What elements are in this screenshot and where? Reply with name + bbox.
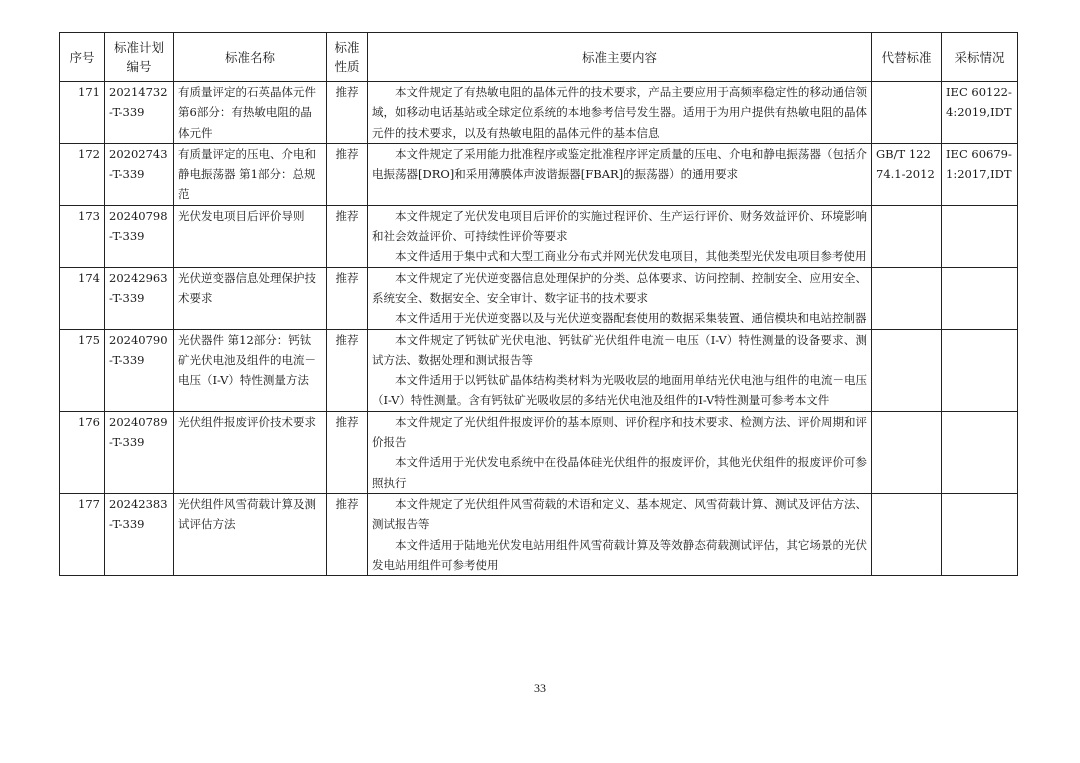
row-replace [872, 267, 942, 329]
row-index: 171 [60, 82, 105, 144]
row-plan-no: 20214732-T-339 [105, 82, 174, 144]
content-paragraph: 本文件适用于光伏发电系统中在役晶体硅光伏组件的报废评价，其他光伏组件的报废评价可参照执行 [372, 455, 867, 490]
row-content [368, 411, 872, 493]
row-plan-no: 20202743-T-339 [105, 143, 174, 205]
header-nature: 标准性质 [327, 33, 368, 82]
content-paragraph: 本文件适用于陆地光伏发电站用组件风雪荷载计算及等效静态荷载测试评估，其它场景的光伏发电站用组件可参考使用 [372, 537, 867, 572]
row-index: 175 [60, 329, 105, 411]
row-adopt [942, 267, 1018, 329]
row-content [368, 493, 872, 575]
row-plan-no: 20242383-T-339 [105, 493, 174, 575]
header-plan-no: 标准计划编号 [105, 33, 174, 82]
row-plan-no: 20240790-T-339 [105, 329, 174, 411]
row-standard-name: 有质量评定的压电、介电和静电振荡器 第1部分：总规范 [174, 143, 327, 205]
row-replace: GB/T 12274.1-2012 [872, 143, 942, 205]
row-adopt [942, 411, 1018, 493]
row-adopt [942, 493, 1018, 575]
row-replace [872, 493, 942, 575]
row-adopt [942, 205, 1018, 267]
header-adopt: 采标情况 [942, 33, 1018, 82]
table-row [60, 82, 1018, 144]
row-index: 177 [60, 493, 105, 575]
row-nature: 推荐 [327, 411, 368, 493]
row-index: 172 [60, 143, 105, 205]
row-replace [872, 411, 942, 493]
content-paragraph: 本文件适用于以钙钛矿晶体结构类材料为光吸收层的地面用单结光伏电池与组件的电流－电压（I-V）特性测量。含有钙钛矿光吸收层的多结光伏电池及组件的I-V特性测量可参考本文件 [372, 373, 867, 408]
content-paragraph: 本文件规定了采用能力批准程序或鉴定批准程序评定质量的压电、介电和静电振荡器（包括介电振荡器[DRO]和采用薄膜体声波谐振器[FBAR]的振荡器）的通用要求 [372, 146, 867, 182]
row-standard-name: 光伏组件报废评价技术要求 [174, 411, 327, 493]
row-content [368, 82, 872, 144]
row-nature: 推荐 [327, 267, 368, 329]
row-adopt: IEC 60122-4:2019,IDT [942, 82, 1018, 144]
row-standard-name: 有质量评定的石英晶体元件 第6部分：有热敏电阻的晶体元件 [174, 82, 327, 144]
row-standard-name: 光伏组件风雪荷载计算及测试评估方法 [174, 493, 327, 575]
page-number: 33 [534, 681, 546, 695]
table-row [60, 411, 1018, 493]
table-header-row [60, 33, 1018, 82]
row-index: 176 [60, 411, 105, 493]
row-nature: 推荐 [327, 143, 368, 205]
row-adopt [942, 329, 1018, 411]
row-content [368, 329, 872, 411]
row-standard-name: 光伏发电项目后评价导则 [174, 205, 327, 267]
row-nature: 推荐 [327, 329, 368, 411]
content-paragraph: 本文件规定了光伏逆变器信息处理保护的分类、总体要求、访问控制、控制安全、应用安全、系统安全、数据安全、安全审计、数字证书的技术要求 [372, 270, 867, 305]
row-standard-name: 光伏器件 第12部分：钙钛矿光伏电池及组件的电流－电压（I-V）特性测量方法 [174, 329, 327, 411]
content-paragraph: 本文件规定了光伏发电项目后评价的实施过程评价、生产运行评价、财务效益评价、环境影响和社会效益评价、可持续性评价等要求 [372, 208, 867, 244]
header-replace: 代替标准 [872, 33, 942, 82]
row-adopt: IEC 60679-1:2017,IDT [942, 143, 1018, 205]
content-paragraph: 本文件适用于集中式和大型工商业分布式并网光伏发电项目，其他类型光伏发电项目参考使用 [395, 249, 867, 264]
row-nature: 推荐 [327, 205, 368, 267]
row-plan-no: 20240789-T-339 [105, 411, 174, 493]
table-row [60, 143, 1018, 205]
row-standard-name: 光伏逆变器信息处理保护技术要求 [174, 267, 327, 329]
standards-table [59, 32, 1018, 576]
header-name: 标准名称 [174, 33, 327, 82]
row-index: 173 [60, 205, 105, 267]
row-replace [872, 205, 942, 267]
row-nature: 推荐 [327, 493, 368, 575]
table-row [60, 329, 1018, 411]
content-paragraph: 本文件规定了钙钛矿光伏电池、钙钛矿光伏组件电流－电压（I-V）特性测量的设备要求、测试方法、数据处理和测试报告等 [372, 332, 867, 367]
content-paragraph: 本文件规定了有热敏电阻的晶体元件的技术要求，产品主要应用于高频率稳定性的移动通信领域，如移动电话基站或全球定位系统的本地参考信号发生器。适用于为用户提供有热敏电阻的晶体元件的技术要求，以及有热敏电阻的晶体元件的基本信息 [372, 85, 867, 140]
row-replace [872, 82, 942, 144]
row-plan-no: 20242963-T-339 [105, 267, 174, 329]
content-paragraph: 本文件规定了光伏组件风雪荷载的术语和定义、基本规定、风雪荷载计算、测试及评估方法、测试报告等 [372, 496, 867, 532]
row-content [368, 205, 872, 267]
table-row [60, 205, 1018, 267]
content-paragraph: 本文件规定了光伏组件报废评价的基本原则、评价程序和技术要求、检测方法、评价周期和评价报告 [372, 414, 867, 450]
header-content: 标准主要内容 [368, 33, 872, 82]
row-content [368, 143, 872, 205]
row-content [368, 267, 872, 329]
row-nature: 推荐 [327, 82, 368, 144]
content-paragraph: 本文件适用于光伏逆变器以及与光伏逆变器配套使用的数据采集装置、通信模块和电站控制器 [395, 311, 867, 326]
table-row [60, 493, 1018, 575]
row-replace [872, 329, 942, 411]
table-row [60, 267, 1018, 329]
row-index: 174 [60, 267, 105, 329]
row-plan-no: 20240798-T-339 [105, 205, 174, 267]
header-index: 序号 [60, 33, 105, 82]
